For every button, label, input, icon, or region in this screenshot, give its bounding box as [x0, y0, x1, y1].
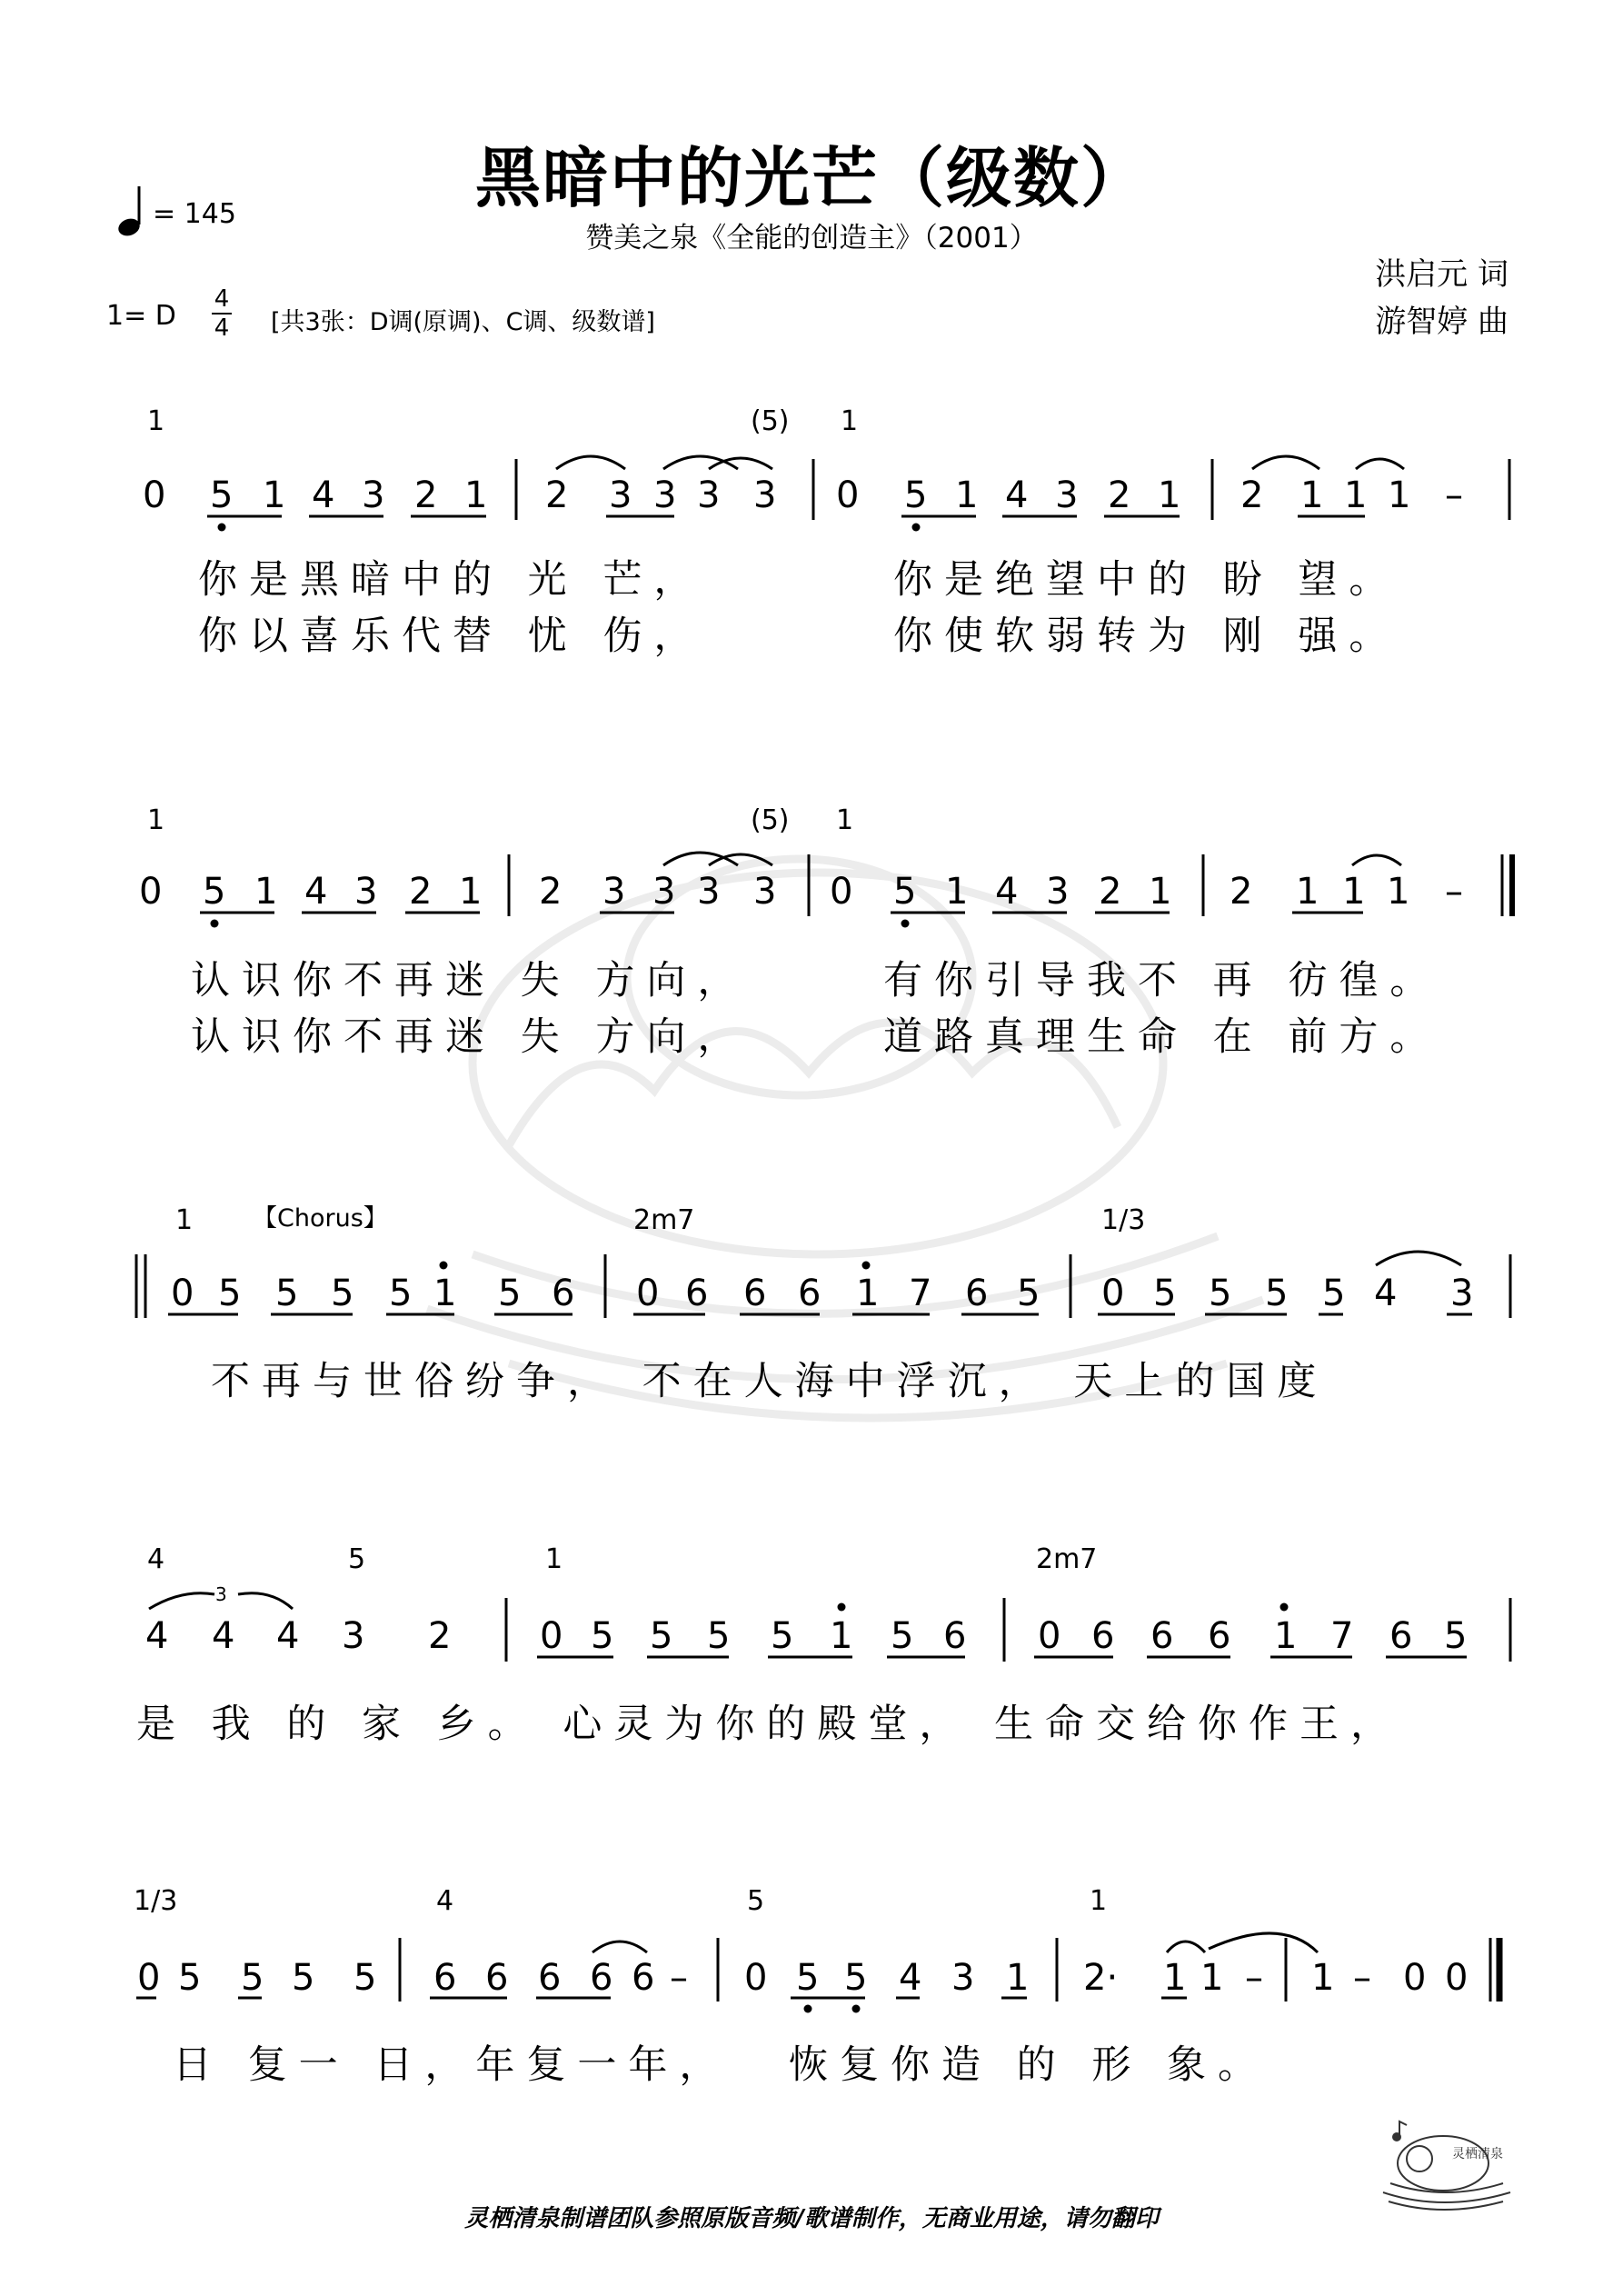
note: 1	[955, 474, 979, 516]
note: 1	[1388, 474, 1411, 516]
note: 3	[753, 871, 777, 913]
note: 3	[354, 871, 378, 913]
note: 2	[1108, 474, 1131, 516]
note: 5	[389, 1273, 413, 1314]
note: 5	[771, 1615, 794, 1657]
note: –	[1445, 474, 1463, 516]
lyric-line: 你以喜乐代替 忧 伤，	[198, 614, 705, 659]
lyric-line: 认识你不再迷 失 方向，	[191, 1014, 749, 1060]
chorus-marker: 【Chorus】	[253, 1204, 388, 1233]
note: 1	[459, 871, 483, 913]
note: 4	[312, 474, 335, 516]
note: 5	[203, 871, 226, 913]
chord-label: 2m7	[633, 1204, 695, 1236]
note: 5	[1265, 1273, 1289, 1314]
note: 6	[1389, 1615, 1413, 1657]
note: 5	[1322, 1273, 1346, 1314]
note: 4	[1005, 474, 1029, 516]
note: 6	[1091, 1615, 1115, 1657]
lyric-line: 不再与世俗纷争， 不在人海中浮沉， 天上的国度	[211, 1359, 1329, 1404]
note: 5	[904, 474, 928, 516]
lyric-line: 日 复一 日，年复一年，	[173, 2042, 731, 2088]
lyric-line: 是 我 的 家 乡。 心灵为你的殿堂， 生命交给你作王，	[136, 1702, 1402, 1747]
chord-label: 1	[147, 804, 165, 836]
note: 3	[602, 871, 626, 913]
note: 6	[538, 1957, 562, 1999]
note: 1	[1006, 1957, 1030, 1999]
note: 4	[304, 871, 328, 913]
note: 4	[212, 1615, 235, 1657]
note: 6	[1150, 1615, 1174, 1657]
chord-label: 5	[348, 1543, 366, 1575]
note: 3	[652, 871, 676, 913]
time-sig-bottom: 4	[214, 314, 230, 342]
note: 1	[1344, 474, 1368, 516]
chord-label: 1/3	[1101, 1204, 1146, 1236]
note: 3	[609, 474, 632, 516]
note: 5	[331, 1273, 354, 1314]
note: –	[1445, 871, 1463, 913]
chord-label: (5)	[751, 405, 790, 437]
note: 1	[1296, 871, 1319, 913]
composer-credit: 游智婷 曲	[1375, 304, 1508, 340]
logo-text: 灵栖清泉	[1452, 2147, 1503, 2161]
note: 3	[753, 474, 777, 516]
note: 5	[1153, 1273, 1177, 1314]
note: 5	[796, 1957, 820, 1999]
note: 5	[1444, 1615, 1468, 1657]
note: 2	[1230, 871, 1253, 913]
note: 6	[552, 1273, 575, 1314]
note: 2	[409, 871, 433, 913]
note: 2	[545, 474, 569, 516]
note: 5	[218, 1273, 242, 1314]
note: 6	[590, 1957, 613, 1999]
note: 6	[685, 1273, 709, 1314]
chord-label: 1	[1090, 1885, 1108, 1917]
note: 3	[1046, 871, 1070, 913]
note: 3	[1055, 474, 1079, 516]
note: 0	[636, 1273, 660, 1314]
note: 3	[1450, 1273, 1474, 1314]
note: 2·	[1083, 1957, 1119, 1999]
note: 2	[1099, 871, 1122, 913]
note: 0	[836, 474, 860, 516]
note: 6	[485, 1957, 509, 1999]
note: 4	[145, 1615, 169, 1657]
note: 0	[137, 1957, 161, 1999]
note: 2	[428, 1615, 452, 1657]
triplet-marker: 3	[215, 1583, 227, 1605]
note: 1	[945, 871, 969, 913]
note: 0	[1403, 1957, 1427, 1999]
note: 6	[433, 1957, 457, 1999]
note: 0	[830, 871, 853, 913]
lyric-line: 道路真理生命 在 前方。	[883, 1014, 1441, 1060]
time-sig-top: 4	[214, 285, 230, 313]
note: 3	[342, 1615, 365, 1657]
note: 4	[1374, 1273, 1398, 1314]
note: 1	[1300, 474, 1324, 516]
note: 1	[1387, 871, 1410, 913]
lyricist-credit: 洪启元 词	[1375, 256, 1508, 293]
note: 1	[1158, 474, 1181, 516]
key-signature: 1= D	[106, 300, 176, 332]
chord-label: 1	[175, 1204, 194, 1236]
note: 3	[653, 474, 677, 516]
note: 5	[707, 1615, 731, 1657]
chord-label: 4	[147, 1543, 165, 1575]
note: 1	[433, 1273, 457, 1314]
note: 5	[241, 1957, 264, 1999]
note: 1	[830, 1615, 853, 1657]
note: 5	[498, 1273, 522, 1314]
album-subtitle: 赞美之泉《全能的创造主》（2001）	[585, 222, 1038, 255]
chord-label: (5)	[751, 804, 790, 836]
note: –	[1353, 1957, 1371, 1999]
note: 5	[1017, 1273, 1041, 1314]
note: 7	[1330, 1615, 1354, 1657]
note: 1	[1163, 1957, 1187, 1999]
note: 5	[210, 474, 234, 516]
note: 3	[697, 474, 721, 516]
note: –	[1245, 1957, 1263, 1999]
note: 6	[632, 1957, 655, 1999]
note: 5	[893, 871, 917, 913]
note: 4	[899, 1957, 922, 1999]
chord-label: 5	[747, 1885, 765, 1917]
note: 3	[362, 474, 385, 516]
note: 5	[844, 1957, 868, 1999]
lyric-line: 你是黑暗中的 光 芒，	[198, 557, 705, 603]
note: 2	[1240, 474, 1264, 516]
note: 6	[743, 1273, 767, 1314]
chord-label: 1	[147, 405, 165, 437]
note: 5	[891, 1615, 914, 1657]
note: –	[670, 1957, 688, 1999]
note: 1	[1311, 1957, 1335, 1999]
note: 6	[798, 1273, 821, 1314]
note: 5	[650, 1615, 673, 1657]
note: 5	[591, 1615, 614, 1657]
footer-disclaimer: 灵栖清泉制谱团队参照原版音频/歌谱制作，无商业用途，请勿翻印	[464, 2205, 1159, 2232]
note: 0	[143, 474, 166, 516]
note: 6	[1208, 1615, 1231, 1657]
note: 1	[1342, 871, 1366, 913]
note: 4	[276, 1615, 300, 1657]
note: 5	[292, 1957, 315, 1999]
lyric-line: 恢复你造 的 形 象。	[789, 2042, 1270, 2088]
note: 1	[1274, 1615, 1298, 1657]
note: 0	[171, 1273, 194, 1314]
note: 5	[353, 1957, 377, 1999]
lyric-line: 认识你不再迷 失 方向，	[191, 958, 749, 1003]
note: 1	[1149, 871, 1172, 913]
note: 0	[139, 871, 163, 913]
note: 1	[856, 1273, 880, 1314]
note: 1	[254, 871, 278, 913]
chord-label: 2m7	[1036, 1543, 1098, 1575]
note: 0	[1445, 1957, 1469, 1999]
tempo-marking: = 145	[153, 198, 236, 230]
chord-label: 1	[545, 1543, 563, 1575]
note: 5	[1209, 1273, 1232, 1314]
note: 6	[943, 1615, 967, 1657]
lyric-line: 你使软弱转为 刚 强。	[893, 614, 1400, 659]
note: 0	[1038, 1615, 1061, 1657]
note: 1	[263, 474, 286, 516]
note: 0	[744, 1957, 768, 1999]
note: 4	[995, 871, 1019, 913]
chord-label: 1	[841, 405, 859, 437]
note: 2	[414, 474, 438, 516]
note: 2	[539, 871, 563, 913]
note: 1	[464, 474, 488, 516]
chord-label: 4	[436, 1885, 454, 1917]
note: 1	[1200, 1957, 1224, 1999]
note: 6	[965, 1273, 989, 1314]
note: 0	[1101, 1273, 1125, 1314]
note: 3	[697, 871, 721, 913]
chord-label: 1	[836, 804, 854, 836]
note: 7	[909, 1273, 932, 1314]
note: 5	[178, 1957, 202, 1999]
lyric-line: 有你引导我不 再 彷徨。	[883, 958, 1441, 1003]
note: 3	[951, 1957, 975, 1999]
note: 0	[540, 1615, 563, 1657]
chord-label: 1/3	[134, 1885, 178, 1917]
sheet-version-note: [共3张：D调(原调)、C调、级数谱]	[271, 308, 655, 336]
song-title: 黑暗中的光芒（级数）	[474, 140, 1148, 216]
note: 5	[275, 1273, 299, 1314]
lyric-line: 你是绝望中的 盼 望。	[893, 557, 1400, 603]
